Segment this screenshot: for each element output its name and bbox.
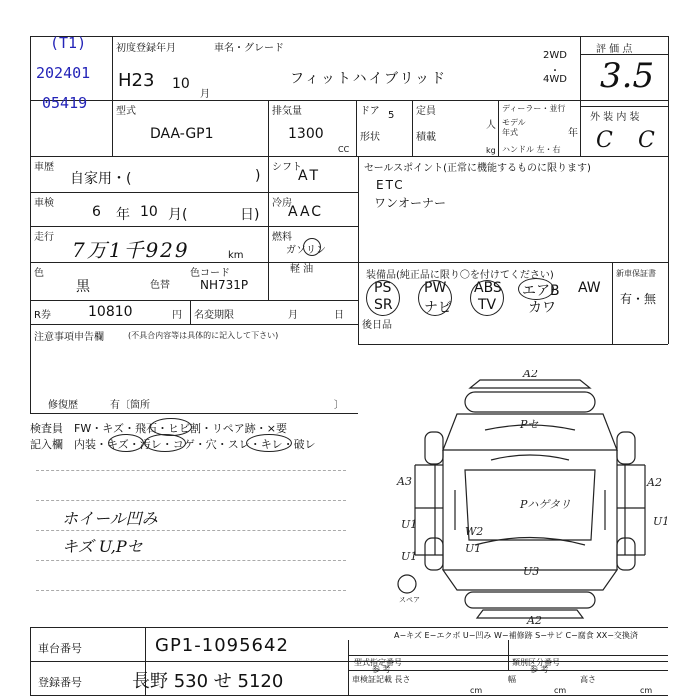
circle-chip xyxy=(150,418,192,436)
history-close: ) xyxy=(255,168,261,184)
doors-label: ドア xyxy=(360,106,380,117)
dealer-label: ディーラー・並行 xyxy=(502,104,566,113)
size-label: 車検証記載 長さ xyxy=(352,675,411,684)
equip-tv: TV xyxy=(478,297,497,313)
checker-row-2: 内装・キズ・汚レ・コゲ・穴・スレ・キレ・破レ xyxy=(74,438,316,451)
mark-trunk: U3 xyxy=(523,565,540,578)
inspection-year-unit: 年 xyxy=(116,207,130,223)
load-label: 積載 xyxy=(416,132,436,143)
notes-label: 注意事項申告欄 xyxy=(34,332,104,343)
warranty-label: 新車保証書 xyxy=(616,269,656,278)
mark-center-mid: U1 xyxy=(465,542,482,555)
notes-hint: (不具合内容等は具体的に記入して下さい) xyxy=(128,331,279,340)
equip-airbag: エアB xyxy=(522,283,560,299)
exterior-label: 外 装 内 装 xyxy=(590,112,640,123)
drive-4wd: 4WD xyxy=(543,74,567,85)
color-code: NH731P xyxy=(200,278,249,292)
mark-left-rear: U1 xyxy=(401,550,418,563)
class-label: 類別区分番号 xyxy=(512,658,560,667)
equip-pw: PW xyxy=(424,280,447,296)
fuel-light-oil: 軽 油 xyxy=(290,264,314,275)
repair-history-label: 修復歴 xyxy=(48,400,78,411)
color-code-label: 色コード xyxy=(190,268,230,279)
era-year: H23 xyxy=(118,70,155,91)
height-label: 高さ xyxy=(580,675,596,684)
recycle-value: 10810 xyxy=(88,304,133,320)
circle-airbag xyxy=(518,278,554,300)
ac-value: AAC xyxy=(288,204,324,220)
mileage-label: 走行 xyxy=(34,232,54,243)
handwritten-note-2: キズ U,Pセ xyxy=(62,537,143,556)
displacement-unit: CC xyxy=(338,145,350,154)
mark-top: A2 xyxy=(523,370,538,380)
model-label: 型式 xyxy=(116,106,136,117)
shape-label: 形状 xyxy=(360,132,380,143)
size-cm-2: cm xyxy=(554,686,567,695)
exterior-grade: C xyxy=(596,128,613,153)
handle-label: ハンドル 左・右 xyxy=(502,145,561,154)
fuel-circle-mark xyxy=(303,238,321,256)
damage-legend: A−キズ E−エクボ U−凹み W−補修跡 S−サビ C−腐食 XX−交換済 xyxy=(394,631,638,640)
inspection-month: 10 xyxy=(140,204,158,220)
fuel-gas: ガソリン xyxy=(286,245,326,256)
interior-grade: C xyxy=(638,128,655,153)
repair-history-value: 有〔箇所 xyxy=(110,400,150,411)
equip-aw: AW xyxy=(578,280,601,296)
inspection-label: 車検 xyxy=(34,198,54,209)
mark-right-front: A2 xyxy=(647,476,662,489)
mileage-unit: km xyxy=(228,250,244,261)
mark-hood: Pセ xyxy=(520,418,539,431)
fuel-label: 燃料 xyxy=(272,232,292,243)
color-swap-label: 色替 xyxy=(150,280,170,291)
displacement-label: 排気量 xyxy=(272,106,302,117)
mark-left-front: A3 xyxy=(397,475,412,488)
car-name: フィットハイブリッド xyxy=(290,71,448,87)
inspection-day-unit: 日) xyxy=(240,207,260,223)
sales-point-2: ワンオーナー xyxy=(374,196,447,210)
first-reg-label: 初度登録年月 xyxy=(116,43,176,54)
stamp-line3: 05419 xyxy=(42,94,88,112)
equip-leather: カワ xyxy=(528,300,556,316)
mark-left-mid: U1 xyxy=(401,518,418,531)
mileage-value: 7万1千929 xyxy=(72,238,190,262)
circle-abs-tv xyxy=(470,280,504,316)
deadline-label: 名変期限 xyxy=(194,310,234,321)
deadline-month: 月 xyxy=(288,310,298,321)
capacity-label: 定員 xyxy=(416,106,436,117)
class-sub: 参 考 xyxy=(530,665,549,674)
history-value: 自家用・( xyxy=(70,171,132,187)
size-cm-1: cm xyxy=(470,686,483,695)
chassis-label: 車台番号 xyxy=(38,642,82,655)
checker-label-2: 記入欄 xyxy=(30,438,63,451)
rear-seat-label: 後日品 xyxy=(362,320,392,331)
sales-points-label: セールスポイント(正常に機能するものに限ります) xyxy=(364,163,591,174)
inspection-year: 6 xyxy=(92,204,101,220)
reg-month: 10 xyxy=(172,76,190,92)
checker-label-1: 検査員 xyxy=(30,422,63,435)
history-label: 車歴 xyxy=(34,162,54,173)
repair-history-close: 〕 xyxy=(334,400,344,411)
width-label: 幅 xyxy=(508,675,516,684)
model-year-label1: モデル xyxy=(502,118,526,127)
recycle-unit: 円 xyxy=(172,310,182,321)
warranty-value: 有・無 xyxy=(620,292,657,306)
stamp-line2: 202401 xyxy=(36,64,91,82)
model-year-unit: 年 xyxy=(568,128,578,139)
stamp-line1: (T1) xyxy=(50,34,87,52)
recycle-label: R券 xyxy=(34,310,51,321)
registration-label: 登録番号 xyxy=(38,676,82,689)
color-value: 黒 xyxy=(76,279,90,295)
deadline-day: 日 xyxy=(334,310,344,321)
cert-label: 型式指定番号 xyxy=(354,658,402,667)
mark-right-rear: U1 xyxy=(653,515,670,528)
mark-bottom: A2 xyxy=(527,614,542,625)
cert-sub: 参 考 xyxy=(372,665,391,674)
equip-ps: PS xyxy=(374,280,392,296)
load-unit: kg xyxy=(486,146,496,155)
score-value: 3.5 xyxy=(600,56,655,96)
shift-label: シフト xyxy=(272,162,302,173)
handwritten-note-1: ホイール凹み xyxy=(62,509,158,528)
name-grade-label: 車名・グレード xyxy=(214,43,284,54)
mark-center-left: W2 xyxy=(465,525,484,538)
circle-pw-navi xyxy=(418,280,452,316)
equip-navi: ナビ xyxy=(424,300,452,316)
score-label: 評 価 点 xyxy=(596,44,633,55)
color-label: 色 xyxy=(34,268,44,279)
mark-spare: スペア xyxy=(399,596,420,604)
equip-sr: SR xyxy=(374,297,393,313)
capacity-unit: 人 xyxy=(486,120,496,131)
model-year-label2: 年式 xyxy=(502,128,518,137)
sales-point-1: ETC xyxy=(376,178,405,192)
drive-dot: ・ xyxy=(550,66,560,77)
circle-stain xyxy=(144,434,186,452)
inspection-month-unit: 月( xyxy=(168,207,188,223)
size-cm-3: cm xyxy=(640,686,653,695)
shift-value: AT xyxy=(298,168,322,184)
circle-wear xyxy=(246,434,292,452)
equip-abs: ABS xyxy=(474,280,502,296)
registration-value: 長野 530 せ 5120 xyxy=(132,671,284,692)
model-value: DAA-GP1 xyxy=(150,126,214,142)
car-damage-diagram xyxy=(395,370,680,625)
checker-row-1: FW・キズ・飛石・ヒビ割・リペア跡・×要 xyxy=(74,422,287,435)
circle-scratch xyxy=(108,434,144,452)
displacement-value: 1300 xyxy=(288,126,324,142)
drive-2wd: 2WD xyxy=(543,50,567,61)
mark-roof: Pハゲタリ xyxy=(520,498,571,511)
equipment-label: 装備品(純正品に限り〇を付けてください) xyxy=(366,270,554,281)
doors-value: 5 xyxy=(388,110,395,121)
circle-ps-sr xyxy=(366,280,400,316)
ac-label: 冷房 xyxy=(272,198,292,209)
reg-month-unit: 月 xyxy=(200,89,210,100)
chassis-value: GP1-1095642 xyxy=(155,635,289,656)
